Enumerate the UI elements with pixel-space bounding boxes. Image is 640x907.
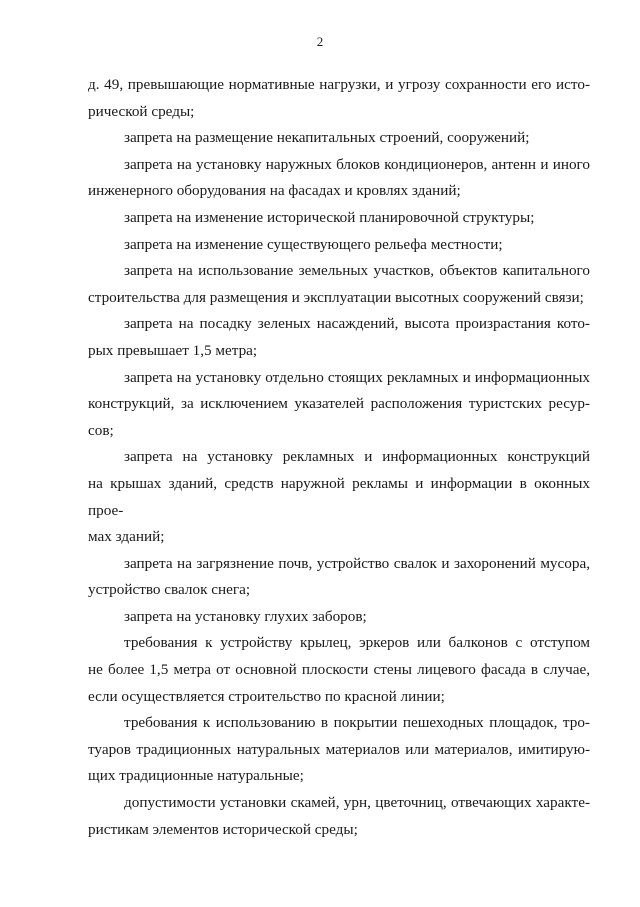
text-line: инженерного оборудования на фасадах и кровлях зданий; [88,182,461,200]
text-line: если осуществляется строительство по красной линии; [88,687,445,705]
text-line: рых превышает 1,5 метра; [88,341,258,359]
text-line: туаров традиционных натуральных материалов или материалов, имитирую- [88,740,590,758]
text-line: запрета на установку отдельно стоящих рекламных и информационных [124,368,590,386]
paragraph [88,604,590,631]
text-line: устройство свалок снега; [88,581,251,599]
text-line: конструкций, за исключением указателей расположения туристских ресур- [88,395,590,413]
paragraph [88,365,590,445]
page-number: 2 [316,34,324,49]
text-line: щих традиционные натуральные; [88,767,304,785]
paragraph [88,444,590,550]
text-line: запрета на установку наружных блоков кондиционеров, антенн и иного [124,155,590,173]
paragraph [88,710,590,790]
text-line: сов; [88,421,114,439]
paragraph [88,630,590,710]
paragraph [88,311,590,364]
text-line: рической среды; [88,102,195,120]
document-body [88,72,590,843]
text-line: ристикам элементов исторической среды; [88,820,358,838]
paragraph [88,152,590,205]
text-line: не более 1,5 метра от основной плоскости стены лицевого фасада в случае, [88,661,590,679]
paragraph [88,790,590,843]
text-line: допустимости установки скамей, урн, цветочниц, отвечающих характе- [124,794,590,812]
text-line: требования к устройству крылец, эркеров или балконов с отступом [124,634,590,652]
text-line: запрета на установку рекламных и информационных конструкций [124,448,590,466]
paragraph [88,125,590,152]
text-line: запрета на установку глухих заборов; [124,607,367,625]
text-line: запрета на загрязнение почв, устройство свалок и захоронений мусора, [124,554,590,572]
text-line: мах зданий; [88,528,165,546]
text-line: запрета на изменение исторической планировочной структуры; [124,208,535,226]
text-line: запрета на размещение некапитальных строений, сооружений; [124,129,530,147]
text-line: запрета на использование земельных участков, объектов капитального [124,262,590,280]
paragraph [88,258,590,311]
paragraph [88,232,590,259]
text-line: на крышах зданий, средств наружной рекламы и информации в оконных прое- [88,474,590,519]
paragraph [88,205,590,232]
text-line: требования к использованию в покрытии пешеходных площадок, тро- [124,714,590,732]
text-line: запрета на изменение существующего рельефа местности; [124,235,503,253]
paragraph [88,72,590,125]
text-line: строительства для размещения и эксплуатации высотных сооружений связи; [88,288,584,306]
paragraph [88,551,590,604]
text-line: запрета на посадку зеленых насаждений, высота произрастания кото- [124,315,590,333]
text-line: д. 49, превышающие нормативные нагрузки, и угрозу сохранности его исто- [88,76,590,93]
